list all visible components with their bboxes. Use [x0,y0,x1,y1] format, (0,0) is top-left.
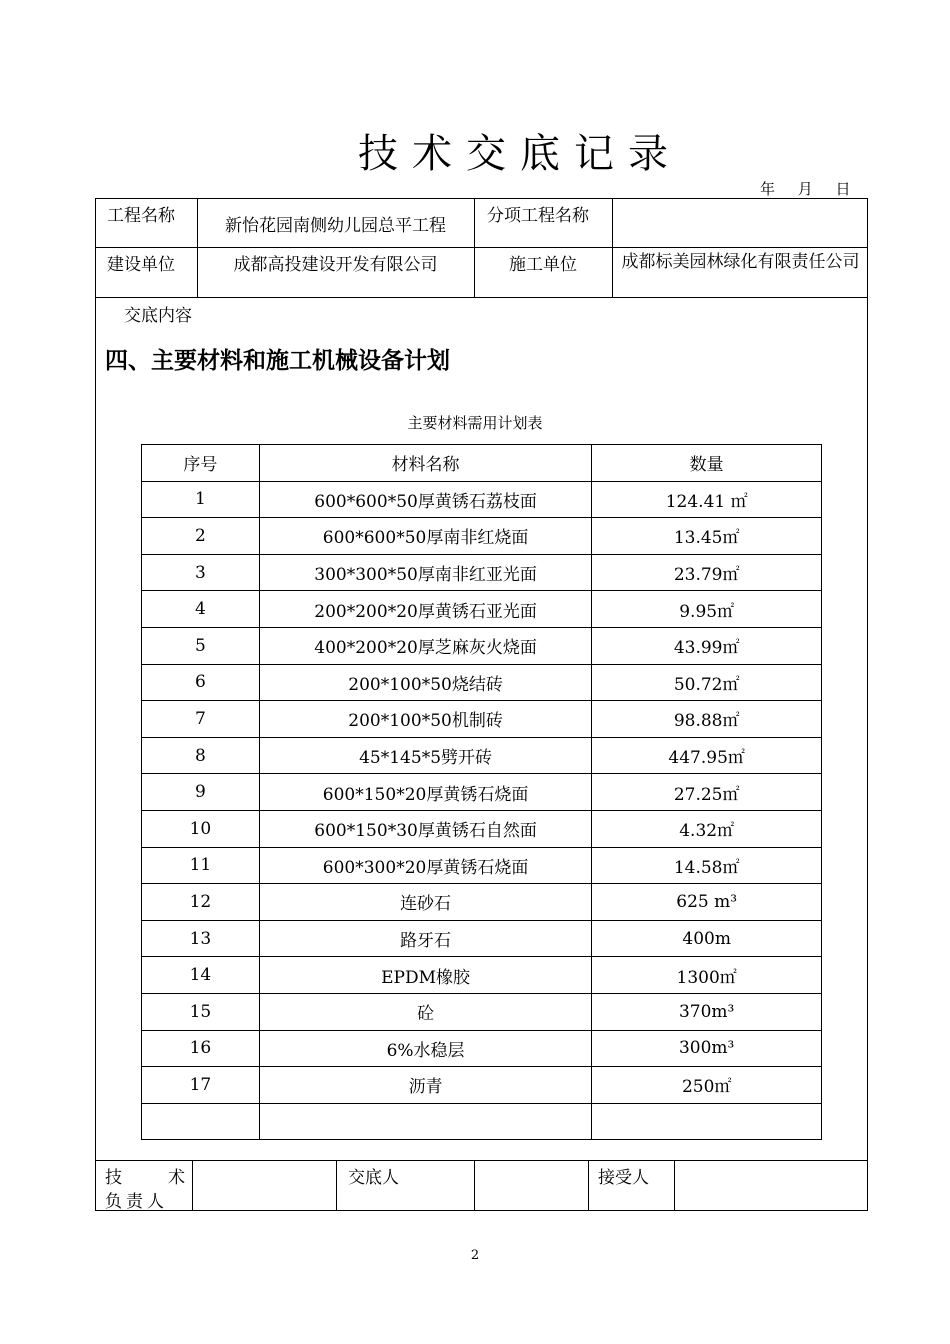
materials-table [141,444,822,1140]
column-header-quantity: 数量 [592,445,822,482]
row-material: 200*100*50烧结砖 [259,664,592,701]
row-quantity: 14.58㎡ [592,847,822,884]
col-divider [674,1160,675,1210]
table-row [142,518,822,555]
row-quantity: 447.95㎡ [592,737,822,774]
row-index: 9 [142,774,260,811]
project-name-label: 工程名称 [107,206,175,226]
table-row [142,1103,822,1140]
row-quantity: 625 m³ [592,884,822,921]
row-material: 300*300*50厚南非红亚光面 [259,554,592,591]
row-material: 45*145*5劈开砖 [259,737,592,774]
row-material: 路牙石 [259,920,592,957]
tech-lead-label-line1: 技 术 [105,1168,185,1188]
row-divider [95,247,868,248]
row-index: 13 [142,920,260,957]
row-quantity: 23.79㎡ [592,554,822,591]
column-header-index: 序号 [142,445,260,482]
row-quantity: 43.99㎡ [592,627,822,664]
row-material: 连砂石 [259,884,592,921]
row-material: 600*150*30厚黄锈石自然面 [259,810,592,847]
row-quantity [592,1103,822,1140]
row-quantity: 27.25㎡ [592,774,822,811]
row-divider [95,297,868,298]
col-divider [192,1160,193,1210]
row-divider [95,1160,868,1161]
row-index: 17 [142,1067,260,1104]
table-row [142,1030,822,1067]
row-index: 16 [142,1030,260,1067]
table-row [142,993,822,1030]
row-quantity: 300m³ [592,1030,822,1067]
table-caption: 主要材料需用计划表 [407,414,543,432]
table-row [142,737,822,774]
row-material: 砼 [259,993,592,1030]
column-header-material: 材料名称 [259,445,592,482]
owner-label: 建设单位 [107,255,175,275]
content-label: 交底内容 [124,306,192,326]
owner-value: 成都高投建设开发有限公司 [233,255,438,275]
row-quantity: 370m³ [592,993,822,1030]
section-title: 四、主要材料和施工机械设备计划 [105,348,450,374]
row-index: 1 [142,481,260,518]
row-material: 沥青 [259,1067,592,1104]
row-index: 10 [142,810,260,847]
row-index: 6 [142,664,260,701]
briefer-label: 交底人 [348,1168,399,1188]
table-row [142,884,822,921]
table-row [142,810,822,847]
receiver-label: 接受人 [598,1168,649,1188]
row-quantity: 98.88㎡ [592,701,822,738]
col-divider [588,1160,589,1210]
project-name-value: 新怡花园南侧幼儿园总平工程 [225,216,446,236]
row-index [142,1103,260,1140]
row-material: 200*100*50机制砖 [259,701,592,738]
table-header-row [142,445,822,482]
row-quantity: 4.32㎡ [592,810,822,847]
col-divider [474,198,475,297]
row-quantity: 250㎡ [592,1067,822,1104]
table-row [142,920,822,957]
table-row [142,1067,822,1104]
row-index: 5 [142,627,260,664]
table-row [142,664,822,701]
row-index: 15 [142,993,260,1030]
row-material: 600*300*20厚黄锈石烧面 [259,847,592,884]
row-material: 200*200*20厚黄锈石亚光面 [259,591,592,628]
row-material [259,1103,592,1140]
row-material: 600*600*50厚黄锈石荔枝面 [259,481,592,518]
table-row [142,591,822,628]
table-row [142,627,822,664]
document-title: 技术交底记录 [358,131,682,177]
row-material: EPDM橡胶 [259,957,592,994]
row-index: 2 [142,518,260,555]
row-material: 6%水稳层 [259,1030,592,1067]
row-quantity: 13.45㎡ [592,518,822,555]
row-material: 400*200*20厚芝麻灰火烧面 [259,627,592,664]
row-quantity: 9.95㎡ [592,591,822,628]
tech-lead-label-line2: 负责人 [105,1192,168,1212]
row-quantity: 124.41 ㎡ [592,481,822,518]
table-row [142,957,822,994]
col-divider [336,1160,337,1210]
row-index: 4 [142,591,260,628]
table-row [142,774,822,811]
row-index: 8 [142,737,260,774]
page-number: 2 [470,1248,480,1263]
row-material: 600*600*50厚南非红烧面 [259,518,592,555]
row-material: 600*150*20厚黄锈石烧面 [259,774,592,811]
row-index: 14 [142,957,260,994]
row-index: 12 [142,884,260,921]
col-divider [612,198,613,297]
row-quantity: 50.72㎡ [592,664,822,701]
contractor-label: 施工单位 [509,255,577,275]
row-quantity: 400m [592,920,822,957]
table-row [142,554,822,591]
col-divider [474,1160,475,1210]
row-index: 11 [142,847,260,884]
row-quantity: 1300㎡ [592,957,822,994]
table-row [142,847,822,884]
sub-project-label: 分项工程名称 [487,206,589,226]
row-index: 3 [142,554,260,591]
contractor-value: 成都标美园林绿化有限责任公司 [621,252,860,272]
table-row [142,701,822,738]
date-label: 年 月 日 [760,180,851,198]
table-row [142,481,822,518]
row-index: 7 [142,701,260,738]
